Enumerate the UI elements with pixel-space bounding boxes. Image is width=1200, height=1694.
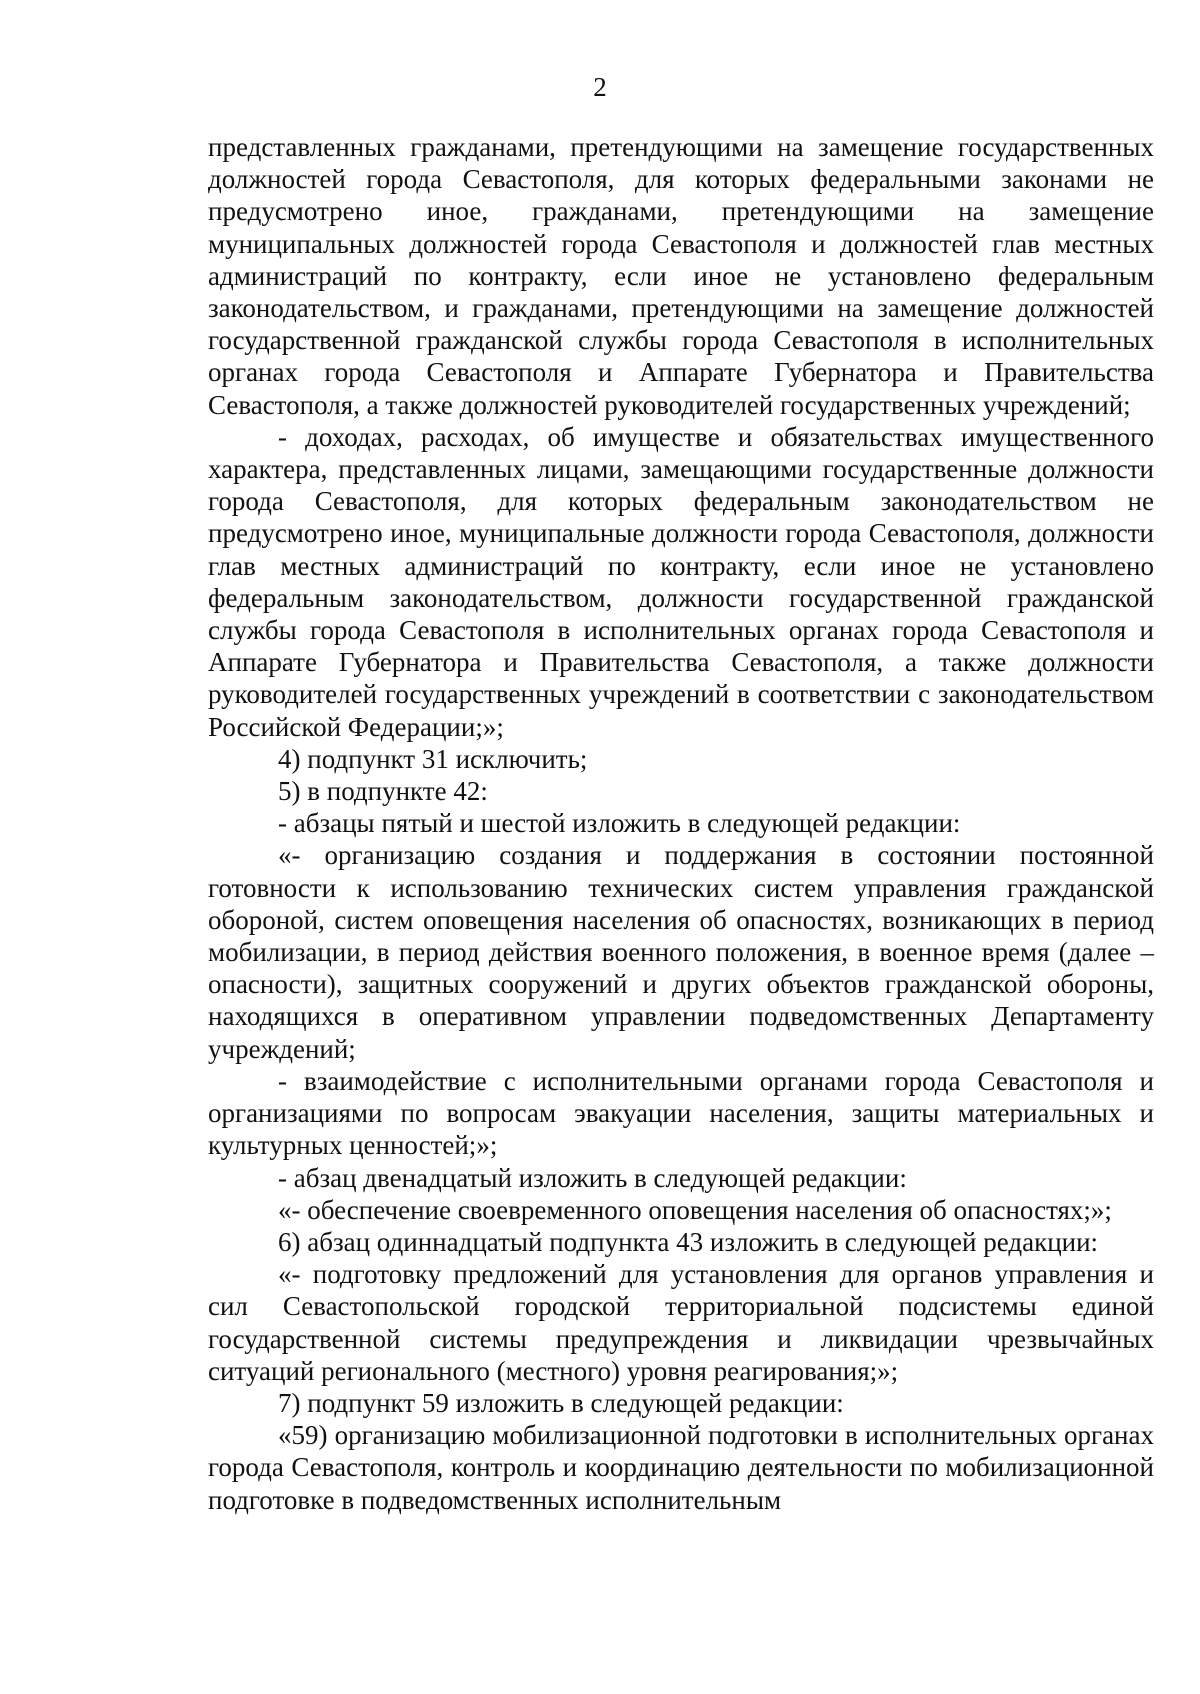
paragraph-emergency-system: «- подготовку предложений для установления для органов управления и сил Севастопольской городской территориальной подсистемы единой государственной системы предупреждения и ликвидации чрезвычайных ситуаций регионального (местного) уровня реагирования;»; (208, 1259, 1154, 1386)
page-number: 2 (593, 72, 607, 102)
paragraph-item-4: 4) подпункт 31 исключить; (278, 743, 588, 774)
paragraph-item-7: 7) подпункт 59 изложить в следующей редакции: (278, 1387, 844, 1418)
paragraph-continuation: представленных гражданами, претендующими на замещение государственных должностей города Севастополя, для которых федеральными законами не предусмотрено иное, гражданами, претендующими на замещение муниципальных должностей города Севастополя и должностей глав местных администраций по контракту, если иное не установлено федеральным законодательством, и гражданами, претендующими на замещение должностей государственной гражданской службы города Севастополя в исполнительных органах города Севастополя и Аппарате Губернатора и Правительства Севастополя, а также должностей руководителей государственных учреждений; (208, 132, 1154, 420)
paragraph-notification: «- обеспечение своевременного оповещения населения об опасностях;»; (278, 1194, 1112, 1225)
paragraph-item-59: «59) организацию мобилизационной подготовки в исполнительных органах города Севастополя, контроль и координацию деятельности по мобилизационной подготовке в подведомственных исполнительным (208, 1420, 1154, 1515)
paragraph-item-5-sub-1: - абзацы пятый и шестой изложить в следующей редакции: (278, 808, 961, 839)
paragraph-income-declarations: - доходах, расходах, об имуществе и обязательствах имущественного характера, представленных лицами, замещающими государственные должности города Севастополя, для которых федеральным законодательством не предусмотрено иное, муниципальные должности города Севастополя, должности глав местных администраций по контракту, если иное не установлено федеральным законодательством, должности государственной гражданской службы города Севастополя в исполнительных органах города Севастополя и Аппарате Губернатора и Правительства Севастополя, а также должности руководителей государственных учреждений в соответствии с законодательством Российской Федерации;»; (208, 421, 1154, 742)
paragraph-item-5-sub-2: - абзац двенадцатый изложить в следующей редакции: (278, 1162, 907, 1193)
paragraph-item-5: 5) в подпункте 42: (278, 776, 488, 807)
paragraph-item-6: 6) абзац одиннадцатый подпункта 43 изложить в следующей редакции: (278, 1226, 1099, 1257)
document-body (208, 131, 1154, 1516)
paragraph-civil-defense: «- организацию создания и поддержания в состоянии постоянной готовности к использованию технических систем управления гражданской обороной, систем оповещения населения об опасностях, возникающих в период мобилизации, в период действия военного положения, в военное время (далее – опасности), защитных сооружений и других объектов гражданской обороны, находящихся в оперативном управлении подведомственных Департаменту учреждений; (208, 840, 1154, 1064)
paragraph-evacuation: - взаимодействие с исполнительными органами города Севастополя и организациями по вопросам эвакуации населения, защиты материальных и культурных ценностей;»; (208, 1065, 1154, 1161)
